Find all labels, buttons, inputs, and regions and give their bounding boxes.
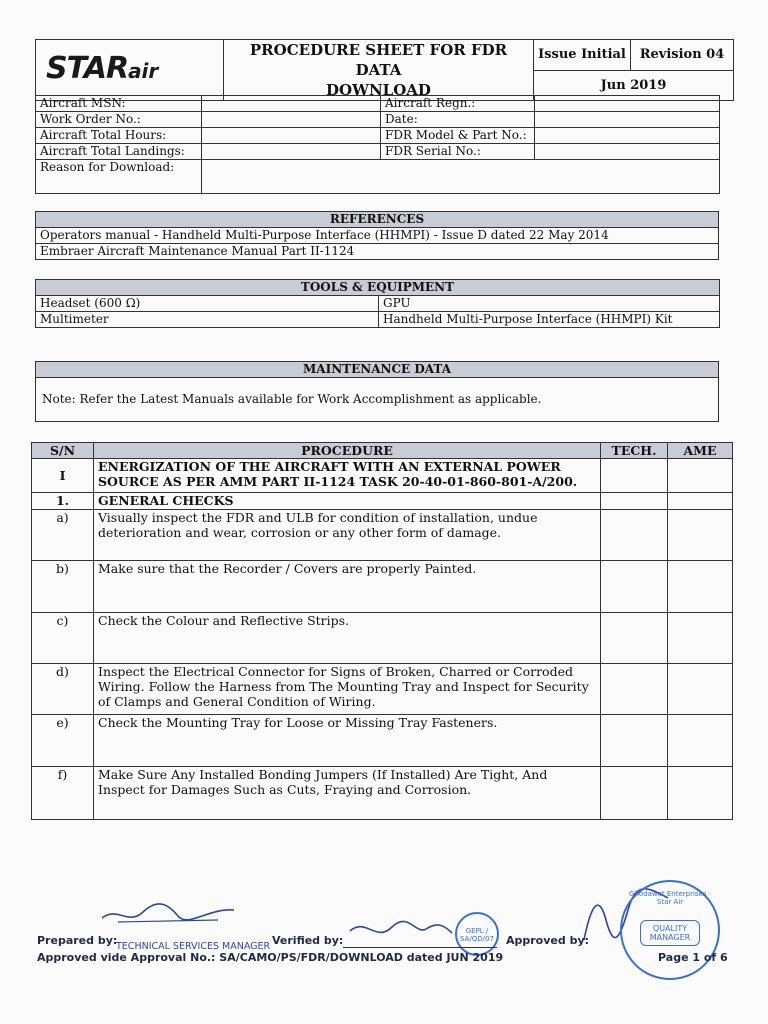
step-text: Visually inspect the FDR and ULB for condition of installation, undue deterioration and wear, corrosion or any other form of damage. <box>94 510 601 561</box>
star-air-logo <box>46 51 225 86</box>
prepared-signature <box>98 896 238 930</box>
step-text: Check the Mounting Tray for Loose or Missing Tray Fasteners. <box>94 715 601 767</box>
section-sn: I <box>32 459 94 493</box>
field-total-landings[interactable] <box>202 144 381 160</box>
issue-label: Issue Initial <box>534 40 631 71</box>
section-text: ENERGIZATION OF THE AIRCRAFT WITH AN EXTERNAL POWER SOURCE AS PER AMM PART II-1124 TASK 20-40-01-860-801-A/200. <box>94 459 601 493</box>
field-total-hours[interactable] <box>202 128 381 144</box>
col-ame: AME <box>668 443 733 459</box>
field-fdr-serial[interactable] <box>535 144 720 160</box>
tool-item: GPU <box>379 296 720 312</box>
label-work-order: Work Order No.: <box>36 112 202 128</box>
reference-item: Operators manual - Handheld Multi-Purpose Interface (HHMPI) - Issue D dated 22 May 2014 <box>36 228 719 244</box>
subsection-sn: 1. <box>32 493 94 510</box>
tool-item: Multimeter <box>36 312 379 328</box>
document-title <box>224 40 534 101</box>
verified-sign-line <box>343 947 497 948</box>
reference-item: Embraer Aircraft Maintenance Manual Part II-1124 <box>36 244 719 260</box>
label-reason: Reason for Download: <box>36 160 202 194</box>
gepl-stamp <box>455 912 499 956</box>
step-sn: d) <box>32 664 94 715</box>
verified-signature <box>346 915 456 945</box>
prepared-title: TECHNICAL SERVICES MANAGER <box>116 941 271 952</box>
label-regn: Aircraft Regn.: <box>381 96 535 112</box>
step-text: Inspect the Electrical Connector for Signs of Broken, Charred or Corroded Wiring. Follow the Harness from The Mounting Tray and Inspect for Security of Clamps and General Condition of Wiring. <box>94 664 601 715</box>
tech-signoff[interactable] <box>601 493 668 510</box>
maintenance-heading: MAINTENANCE DATA <box>36 362 719 378</box>
ame-signoff[interactable] <box>668 767 733 820</box>
ame-signoff[interactable] <box>668 459 733 493</box>
subsection-text: GENERAL CHECKS <box>94 493 601 510</box>
logo <box>36 40 224 101</box>
qm-stamp-ring-text: Ghodawat Enterprises · Star Air <box>629 890 711 906</box>
title-line-2: DOWNLOAD <box>326 81 431 99</box>
qm-stamp-text: QUALITY MANAGER <box>640 920 700 946</box>
ame-signoff[interactable] <box>668 510 733 561</box>
procedure-table <box>31 442 733 820</box>
field-msn[interactable] <box>202 96 381 112</box>
title-line-1: PROCEDURE SHEET FOR FDR DATA <box>249 41 508 79</box>
maintenance-note: Note: Refer the Latest Manuals available for Work Accomplishment as applicable. <box>36 378 719 422</box>
col-tech: TECH. <box>601 443 668 459</box>
col-procedure: PROCEDURE <box>94 443 601 459</box>
revision-label: Revision 04 <box>631 40 734 71</box>
tools-heading: TOOLS & EQUIPMENT <box>36 280 720 296</box>
tech-signoff[interactable] <box>601 459 668 493</box>
tools-table <box>35 279 720 328</box>
label-total-landings: Aircraft Total Landings: <box>36 144 202 160</box>
maintenance-table <box>35 361 719 422</box>
step-sn: e) <box>32 715 94 767</box>
field-reason[interactable] <box>202 160 720 194</box>
verified-label: Verified by: <box>272 934 344 947</box>
step-text: Make sure that the Recorder / Covers are properly Painted. <box>94 561 601 613</box>
label-msn: Aircraft MSN: <box>36 96 202 112</box>
label-fdr-model: FDR Model & Part No.: <box>381 128 535 144</box>
ame-signoff[interactable] <box>668 664 733 715</box>
references-table <box>35 211 719 260</box>
tech-signoff[interactable] <box>601 561 668 613</box>
aircraft-info-table <box>35 95 720 194</box>
page-number: Page 1 of 6 <box>658 951 728 964</box>
field-fdr-model[interactable] <box>535 128 720 144</box>
tech-signoff[interactable] <box>601 510 668 561</box>
ame-signoff[interactable] <box>668 561 733 613</box>
step-text: Check the Colour and Reflective Strips. <box>94 613 601 664</box>
references-heading: REFERENCES <box>36 212 719 228</box>
gepl-stamp-text: GEPL / SA/QD/07 <box>460 927 494 943</box>
step-sn: f) <box>32 767 94 820</box>
label-date: Date: <box>381 112 535 128</box>
logo-text: STAR <box>46 51 129 86</box>
ame-signoff[interactable] <box>668 613 733 664</box>
tech-signoff[interactable] <box>601 715 668 767</box>
issue-date: Jun 2019 <box>534 70 734 101</box>
label-total-hours: Aircraft Total Hours: <box>36 128 202 144</box>
tool-item: Handheld Multi-Purpose Interface (HHMPI) Kit <box>379 312 720 328</box>
ame-signoff[interactable] <box>668 493 733 510</box>
approval-line: Approved vide Approval No.: SA/CAMO/PS/FDR/DOWNLOAD dated JUN 2019 <box>37 951 504 964</box>
label-fdr-serial: FDR Serial No.: <box>381 144 535 160</box>
tech-signoff[interactable] <box>601 613 668 664</box>
field-work-order[interactable] <box>202 112 381 128</box>
field-regn[interactable] <box>535 96 720 112</box>
step-sn: b) <box>32 561 94 613</box>
logo-suffix: air <box>128 59 159 83</box>
tech-signoff[interactable] <box>601 664 668 715</box>
col-sn: S/N <box>32 443 94 459</box>
tool-item: Headset (600 Ω) <box>36 296 379 312</box>
step-text: Make Sure Any Installed Bonding Jumpers (If Installed) Are Tight, And Inspect for Damages Such as Cuts, Fraying and Corrosion. <box>94 767 601 820</box>
field-date[interactable] <box>535 112 720 128</box>
approved-label: Approved by: <box>506 934 590 947</box>
ame-signoff[interactable] <box>668 715 733 767</box>
step-sn: c) <box>32 613 94 664</box>
step-sn: a) <box>32 510 94 561</box>
tech-signoff[interactable] <box>601 767 668 820</box>
prepared-label: Prepared by: <box>37 934 118 947</box>
document-header <box>35 39 734 101</box>
quality-manager-stamp <box>620 880 720 980</box>
